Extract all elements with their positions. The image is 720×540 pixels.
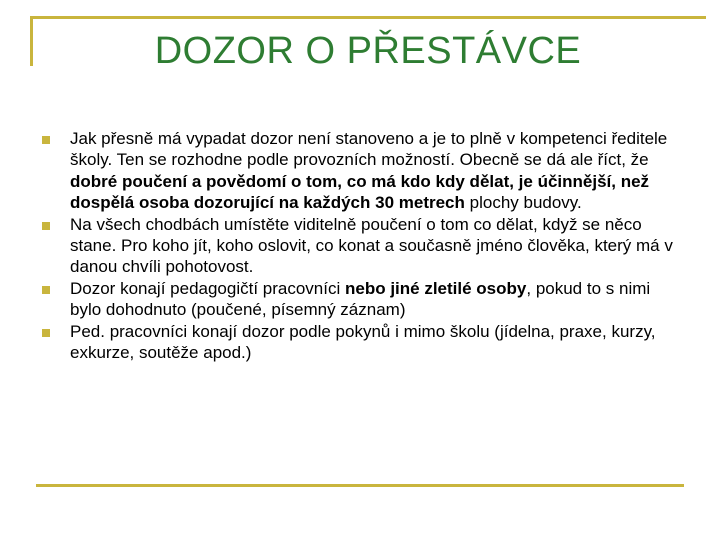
bullet-text: Jak přesně má vypadat dozor není stanoveno a je to plně v kompetenci ředitele školy. Ten se rozhodne podle provozních možností. Obecně se dá ale říct, že bbox=[70, 129, 668, 170]
bottom-rule bbox=[36, 484, 684, 487]
square-bullet-icon bbox=[42, 222, 50, 230]
bullet-emphasis: nebo jiné zletilé osoby bbox=[345, 278, 527, 298]
bullet-item bbox=[42, 214, 682, 278]
bullet-list bbox=[42, 128, 682, 363]
bullet-text: plochy budovy. bbox=[464, 193, 582, 213]
bullet-text: , pokud to s nimi bylo dohodnuto (poučené, písemný záznam) bbox=[70, 278, 651, 320]
square-bullet-icon bbox=[42, 329, 50, 337]
bullet-emphasis: dobré poučení a povědomí o tom, co má kdo kdy dělat, je účinnější, než dospělá osoba dozorující na každých 30 metrech bbox=[70, 171, 650, 213]
bullet-item bbox=[42, 128, 682, 214]
bullet-item bbox=[42, 321, 682, 364]
top-rule bbox=[30, 16, 706, 19]
bullet-text: Na všech chodbách umístěte viditelně poučení o tom co dělat, když se něco stane. Pro koho jít, koho oslovit, co konat a současně jméno člověka, který má v danou chvíli pohotovost. bbox=[70, 214, 673, 277]
square-bullet-icon bbox=[42, 286, 50, 294]
square-bullet-icon bbox=[42, 136, 50, 144]
bullet-item bbox=[42, 278, 682, 321]
bullet-text: Dozor konají pedagogičtí pracovníci bbox=[70, 278, 345, 298]
bullet-text: Ped. pracovníci konají dozor podle pokynů i mimo školu (jídelna, praxe, kurzy, exkurze, soutěže apod.) bbox=[70, 321, 656, 363]
slide-title: DOZOR O PŘESTÁVCE bbox=[154, 30, 582, 72]
